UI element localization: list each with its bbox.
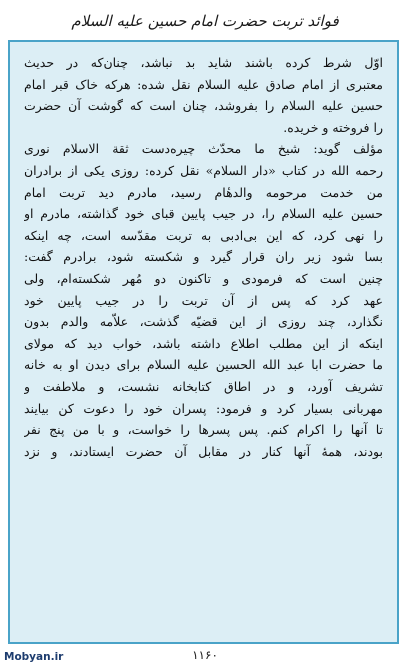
text-line: مهربانی بسیار کرد و فرمود: پسران خود را دعوت کن بیایند: [24, 400, 383, 416]
text-line: تا آنها را اکرام کنم. پس پسرها را خواست، و با من پنج نفر: [24, 422, 383, 438]
page-header: [0, 6, 410, 36]
watermark-link[interactable]: Mobyan.ir: [4, 651, 64, 663]
text-line: من خدمت مرحومه والدهٔام رسید، مادرم دید تربت امام: [24, 184, 383, 200]
text-line: را فروخته و خریده.: [283, 119, 383, 135]
text-line: حسین علیه السلام را بفروشد، چنان است که گوشت آن حضرت: [24, 98, 383, 114]
text-line: بسا شود زیر ران قرار گیرد و شکسته شود، برادرم گفت:: [24, 249, 383, 265]
running-title: فوائد تربت حضرت امام حسین علیه السلام: [71, 12, 339, 30]
text-line: حسین علیه السلام را، در جیب پایین قبای خود گذاشته، مادرم او: [24, 206, 383, 222]
text-line: اوّل شرط کرده باشند شاید بد نباشد، چنان‌که در حدیث: [24, 55, 383, 70]
text-line: را نهی کرد، که این بی‌ادبی به تربت مقدّسه است، چه اینکه: [24, 227, 383, 243]
text-line: تشریف آورد، و در اطاق کتابخانه نشست، و ملاطفت و: [24, 378, 383, 394]
text-line: مؤلف گوید: شیخ ما محدّث چیره‌دست ثقة الاسلام نوری: [24, 141, 383, 157]
text-frame: [8, 40, 399, 644]
text-line: نگذارد، چند روزی از این قضیّه گذشت، علاّمه والدم بدون: [24, 314, 383, 330]
text-line: ما حضرت ابا عبد الله الحسین علیه السلام برای دیدن او به خانه: [24, 357, 383, 373]
body-text: [24, 52, 383, 462]
text-line: معتبری از امام صادق علیه السلام نقل شده: هرکه خاک قبر امام: [24, 76, 383, 92]
text-line: چنین است که فرمودی و تاکنون دو مُهر شکسته‌ام، ولی: [24, 270, 383, 286]
text-line: رحمه الله در کتاب «دار السلام» نقل کرده: روزی یکی از برادران: [24, 162, 383, 178]
text-line: اینکه از این مطلب اطلاع داشته باشد، خواب دید که مولای: [24, 335, 383, 351]
text-line: بودند، همهٔ آنها کنار در مقابل آن حضرت ایستادند، و نزد: [24, 443, 383, 459]
page-number: ۱۱۶۰: [192, 648, 218, 662]
text-line: عهد کرد که پس از آن تربت را در جیب پایین خود: [24, 292, 383, 308]
